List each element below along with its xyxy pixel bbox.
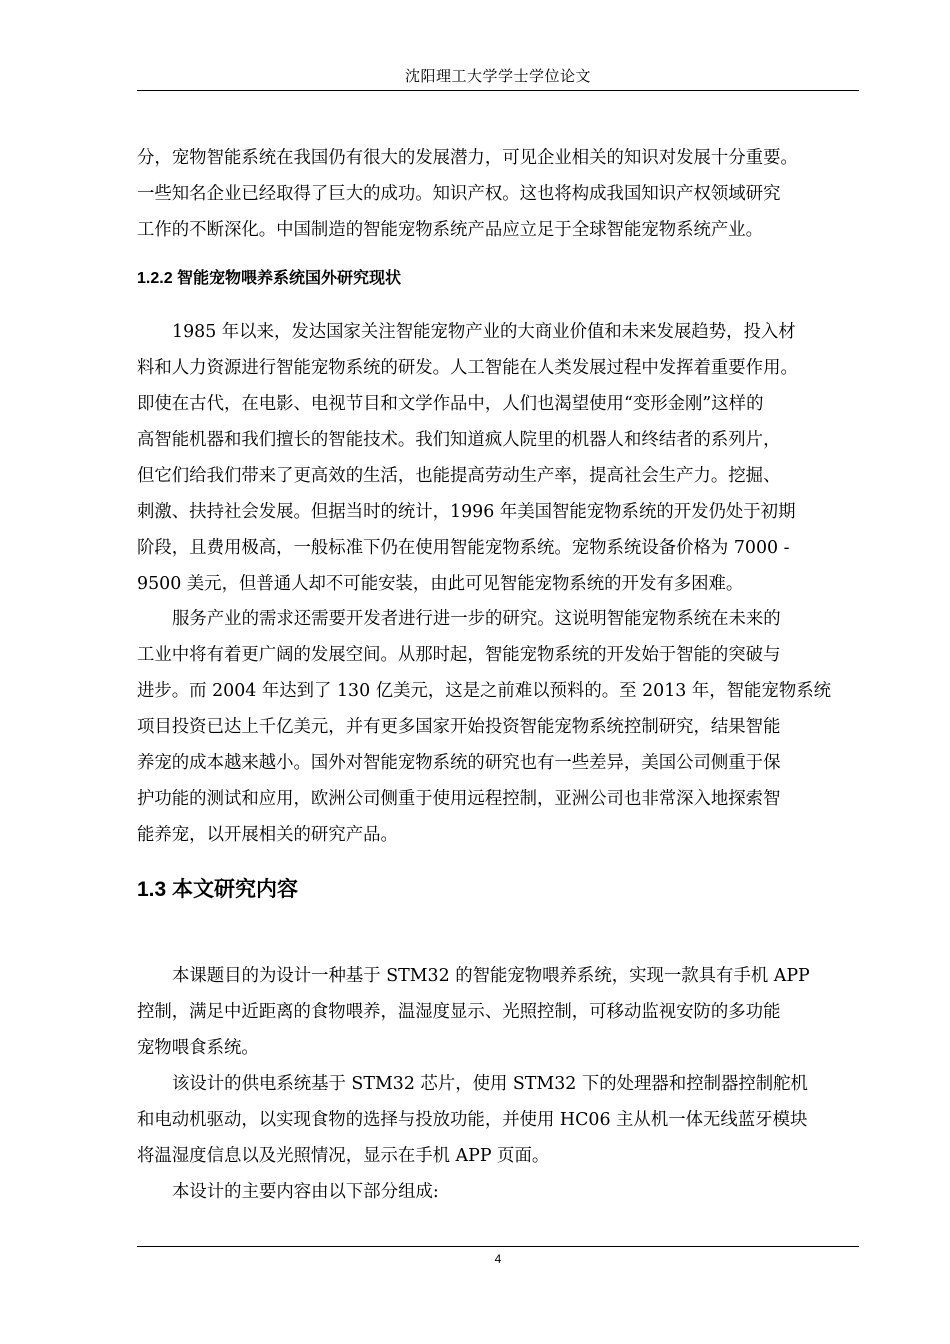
text-line: 分，宠物智能系统在我国仍有很大的发展潜力，可见企业相关的知识对发展十分重要。 [137, 148, 798, 168]
header-rule [137, 90, 859, 91]
text-line: 进步。而 2004 年达到了 130 亿美元，这是之前难以预料的。至 2013 年，智能宠物系统 [137, 681, 831, 701]
section-heading-1-3: 1.3 本文研究内容 [137, 878, 299, 901]
text-line: 1985 年以来，发达国家关注智能宠物产业的大商业价值和未来发展趋势，投入材 [172, 322, 796, 342]
text-line: 本设计的主要内容由以下部分组成: [172, 1182, 439, 1202]
text-line: 护功能的测试和应用，欧洲公司侧重于使用远程控制，亚洲公司也非常深入地探索智 [137, 789, 781, 809]
page-number: 4 [494, 1252, 502, 1266]
text-line: 本课题目的为设计一种基于 STM32 的智能宠物喂养系统，实现一款具有手机 APP [172, 966, 810, 986]
text-line: 养宠的成本越来越小。国外对智能宠物系统的研究也有一些差异，美国公司侧重于保 [137, 753, 781, 773]
subsection-heading-1-2-2: 1.2.2 智能宠物喂养系统国外研究现状 [137, 270, 402, 287]
text-line: 阶段，且费用极高，一般标准下仍在使用智能宠物系统。宠物系统设备价格为 7000 - [137, 538, 790, 558]
text-line: 即使在古代，在电影、电视节目和文学作品中，人们也渴望使用“变形金刚”这样的 [137, 394, 764, 414]
header-title: 沈阳理工大学学士学位论文 [404, 67, 591, 85]
paragraph-6 [137, 1174, 859, 1210]
paragraph-5 [137, 1066, 859, 1174]
paragraph-2 [137, 314, 859, 602]
text-line: 工作的不断深化。中国制造的智能宠物系统产品应立足于全球智能宠物系统产业。 [137, 220, 764, 240]
text-line: 料和人力资源进行智能宠物系统的研发。人工智能在人类发展过程中发挥着重要作用。 [137, 358, 798, 378]
text-line: 高智能机器和我们擅长的智能技术。我们知道疯人院里的机器人和终结者的系列片， [137, 430, 781, 450]
text-line: 能养宠，以开展相关的研究产品。 [137, 825, 398, 845]
text-line: 控制，满足中近距离的食物喂养，温湿度显示、光照控制，可移动监视安防的多功能 [137, 1002, 781, 1022]
text-line: 工业中将有着更广阔的发展空间。从那时起，智能宠物系统的开发始于智能的突破与 [137, 645, 781, 665]
paragraph-3 [137, 601, 859, 853]
text-line: 和电动机驱动，以实现食物的选择与投放功能，并使用 HC06 主从机一体无线蓝牙模块 [137, 1110, 808, 1130]
text-line: 该设计的供电系统基于 STM32 芯片，使用 STM32 下的处理器和控制器控制舵机 [172, 1074, 808, 1094]
text-line: 但它们给我们带来了更高效的生活，也能提高劳动生产率，提高社会生产力。挖掘、 [137, 466, 781, 486]
text-line: 将温湿度信息以及光照情况，显示在手机 APP 页面。 [137, 1146, 550, 1166]
paragraph-1 [137, 140, 859, 248]
text-line: 宠物喂食系统。 [137, 1038, 259, 1058]
paragraph-4 [137, 958, 859, 1066]
text-line: 刺激、扶持社会发展。但据当时的统计，1996 年美国智能宠物系统的开发仍处于初期 [137, 502, 796, 522]
text-line: 9500 美元，但普通人却不可能安装，由此可见智能宠物系统的开发有多困难。 [137, 574, 744, 594]
text-line: 项目投资已达上千亿美元，并有更多国家开始投资智能宠物系统控制研究，结果智能 [137, 717, 781, 737]
text-line: 服务产业的需求还需要开发者进行进一步的研究。这说明智能宠物系统在未来的 [172, 609, 781, 629]
text-line: 一些知名企业已经取得了巨大的成功。知识产权。这也将构成我国知识产权领域研究 [137, 184, 781, 204]
footer-rule [137, 1246, 859, 1247]
